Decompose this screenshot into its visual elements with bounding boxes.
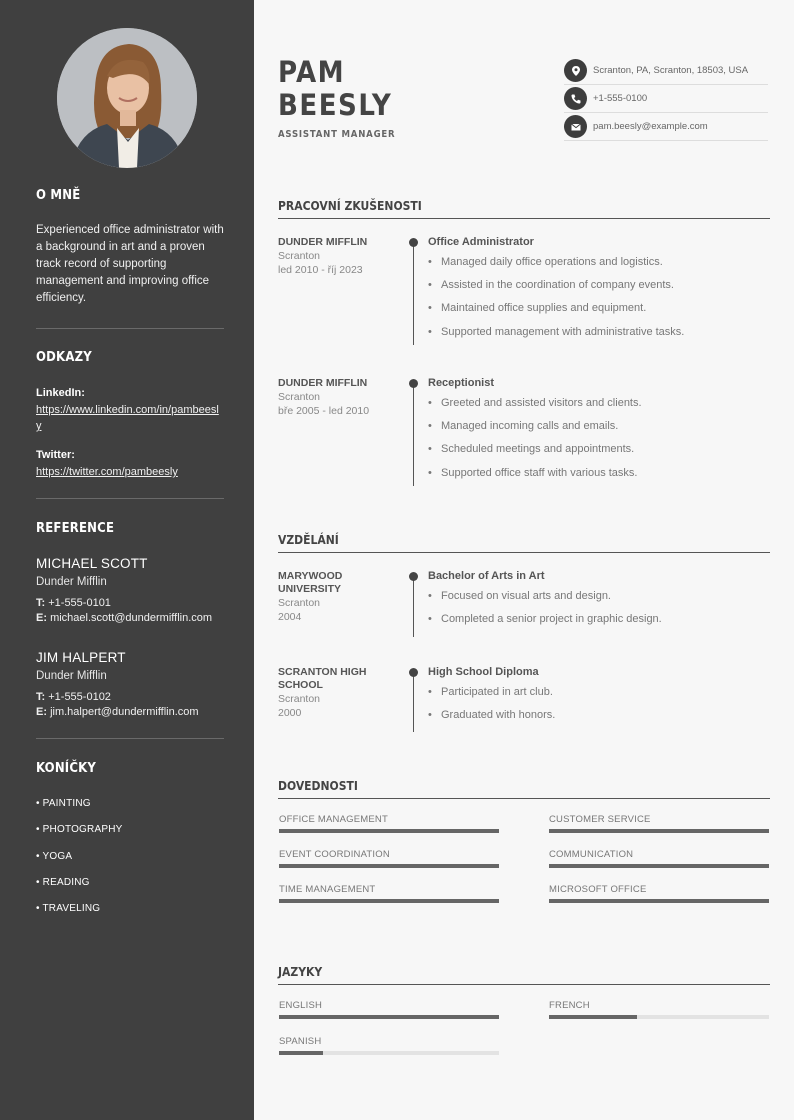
skill-bar-fill (549, 899, 769, 903)
skill-bar (279, 864, 499, 868)
skill-label: COMMUNICATION (549, 849, 634, 860)
divider (36, 328, 224, 329)
hobbies-list (36, 795, 224, 926)
location: Scranton (278, 693, 321, 705)
language-item (549, 1000, 769, 1019)
last-name: BEESLY (278, 88, 393, 122)
skill-bar (549, 864, 769, 868)
about-heading: O MNĚ (36, 188, 81, 203)
timeline-dot (409, 572, 418, 581)
bullet-item: • Supported office staff with various tasks. (428, 467, 768, 490)
language-item (279, 1036, 499, 1055)
language-label: FRENCH (549, 1000, 590, 1011)
education-detail (428, 666, 768, 732)
bullet-item: • Completed a senior project in graphic design. (428, 613, 768, 636)
job-title: ASSISTANT MANAGER (278, 129, 396, 140)
link-label: LinkedIn: (36, 387, 85, 399)
reference-email (36, 611, 224, 626)
languages-heading: JAZYKY (278, 965, 770, 985)
bullet-item: • Scheduled meetings and appointments. (428, 443, 768, 466)
skill-label: OFFICE MANAGEMENT (279, 814, 388, 825)
skill-bar (549, 899, 769, 903)
education-meta (278, 666, 398, 720)
phone-value: +1-555-0102 (48, 691, 111, 703)
email-label: E: (36, 706, 47, 718)
skill-bar-fill (279, 899, 499, 903)
links-list (36, 385, 224, 480)
email-text[interactable]: pam.beesly@example.com (593, 121, 708, 132)
skill-bar-fill (279, 829, 499, 833)
experience-heading: PRACOVNÍ ZKUŠENOSTI (278, 199, 770, 219)
skill-bar-fill (549, 864, 769, 868)
skill-label: EVENT COORDINATION (279, 849, 390, 860)
location: Scranton (278, 250, 321, 262)
employer: DUNDER MIFFLIN (278, 236, 368, 248)
phone-label: T: (36, 691, 46, 703)
bullet-item: • Graduated with honors. (428, 709, 768, 732)
experience-meta (278, 236, 398, 277)
reference-item (36, 555, 224, 626)
contact-email (564, 113, 768, 141)
reference-item (36, 649, 224, 720)
timeline-line (413, 575, 414, 637)
link-label: Twitter: (36, 449, 75, 461)
language-label: ENGLISH (279, 1000, 323, 1011)
graduation-year: 2000 (278, 707, 302, 719)
contact-phone (564, 85, 768, 113)
experience-detail (428, 236, 768, 349)
portrait-image (57, 28, 197, 168)
phone-icon (564, 87, 587, 110)
person-name (278, 56, 392, 122)
reference-phone (36, 690, 224, 705)
hobby-item: • TRAVELING (36, 903, 101, 915)
twitter-link[interactable]: https://twitter.com/pambeesly (36, 466, 178, 478)
date-range: led 2010 - říj 2023 (278, 264, 363, 276)
hobby-item: • PHOTOGRAPHY (36, 824, 123, 836)
hobby-item: • READING (36, 876, 90, 888)
skill-bar (279, 829, 499, 833)
bullet-item: • Assisted in the coordination of company events. (428, 279, 768, 302)
email-label: E: (36, 612, 47, 624)
language-bar-fill (549, 1015, 637, 1019)
employer: DUNDER MIFFLIN (278, 377, 368, 389)
skill-item (549, 884, 769, 903)
experience-meta (278, 377, 398, 418)
timeline-line (413, 670, 414, 732)
reference-name: MICHAEL SCOTT (36, 556, 148, 571)
education-meta (278, 570, 398, 624)
hobby-item: • YOGA (36, 850, 73, 862)
timeline-line (413, 241, 414, 345)
bullet-item: • Focused on visual arts and design. (428, 590, 768, 613)
divider (36, 498, 224, 499)
timeline-dot (409, 668, 418, 677)
reference-email (36, 705, 224, 720)
graduation-year: 2004 (278, 611, 302, 623)
about-text: Experienced office administrator with a background in art and a proven track record of supporting management and improving office efficiency. (36, 224, 224, 304)
language-label: SPANISH (279, 1036, 322, 1047)
timeline-dot (409, 379, 418, 388)
skill-bar-fill (279, 864, 499, 868)
role-title: Office Administrator (428, 236, 534, 248)
profile-photo (57, 28, 197, 168)
date-range: bře 2005 - led 2010 (278, 405, 370, 417)
language-bar (279, 1015, 499, 1019)
first-name: PAM (278, 55, 346, 89)
bullet-item: • Managed incoming calls and emails. (428, 420, 768, 443)
role-title: Receptionist (428, 377, 495, 389)
experience-detail (428, 377, 768, 490)
hobby-item: • PAINTING (36, 798, 91, 809)
location: Scranton (278, 391, 321, 403)
bullet-item: • Managed daily office operations and logistics. (428, 256, 768, 279)
reference-phone (36, 596, 224, 611)
divider (36, 738, 224, 739)
phone-label: T: (36, 597, 46, 609)
language-bar (279, 1051, 499, 1055)
reference-name: JIM HALPERT (36, 650, 126, 665)
degree-title: Bachelor of Arts in Art (428, 570, 545, 582)
language-bar (549, 1015, 769, 1019)
skill-item (279, 814, 499, 833)
skill-bar (279, 899, 499, 903)
institution: SCRANTON HIGH SCHOOL (278, 666, 367, 691)
degree-title: High School Diploma (428, 666, 539, 678)
links-heading: ODKAZY (36, 350, 92, 365)
skill-label: CUSTOMER SERVICE (549, 814, 651, 825)
institution: MARYWOOD UNIVERSITY (278, 570, 343, 595)
timeline-dot (409, 238, 418, 247)
hobbies-heading: KONÍČKY (36, 761, 97, 776)
skill-item (279, 849, 499, 868)
skill-label: TIME MANAGEMENT (279, 884, 376, 895)
location: Scranton (278, 597, 321, 609)
timeline-line (413, 382, 414, 486)
link-item-twitter (36, 447, 224, 480)
skill-item (279, 884, 499, 903)
phone-value: +1-555-0101 (48, 597, 111, 609)
language-bar-fill (279, 1051, 323, 1055)
references-heading: REFERENCE (36, 521, 115, 536)
reference-company: Dunder Mifflin (36, 576, 107, 588)
sidebar (0, 0, 254, 1120)
contact-address (564, 57, 768, 85)
education-detail (428, 570, 768, 636)
skill-bar (549, 829, 769, 833)
phone-text[interactable]: +1-555-0100 (593, 93, 648, 104)
reference-company: Dunder Mifflin (36, 670, 107, 682)
language-bar-fill (279, 1015, 499, 1019)
link-item-linkedin (36, 385, 224, 434)
education-heading: VZDĚLÁNÍ (278, 533, 770, 553)
skill-label: MICROSOFT OFFICE (549, 884, 647, 895)
bullet-item: • Supported management with administrative tasks. (428, 326, 768, 349)
mail-icon (564, 115, 587, 138)
bullet-item: • Maintained office supplies and equipment. (428, 302, 768, 325)
bullet-item: • Greeted and assisted visitors and clients. (428, 397, 768, 420)
language-item (279, 1000, 499, 1019)
skill-bar-fill (549, 829, 769, 833)
location-pin-icon (564, 59, 587, 82)
linkedin-link[interactable]: https://www.linkedin.com/in/pambeesly (36, 404, 219, 432)
skill-item (549, 814, 769, 833)
skill-item (549, 849, 769, 868)
skills-heading: DOVEDNOSTI (278, 779, 770, 799)
address-text: Scranton, PA, Scranton, 18503, USA (593, 65, 749, 76)
email-value: jim.halpert@dundermifflin.com (50, 706, 199, 718)
email-value: michael.scott@dundermifflin.com (50, 612, 213, 624)
bullet-item: • Participated in art club. (428, 686, 768, 709)
